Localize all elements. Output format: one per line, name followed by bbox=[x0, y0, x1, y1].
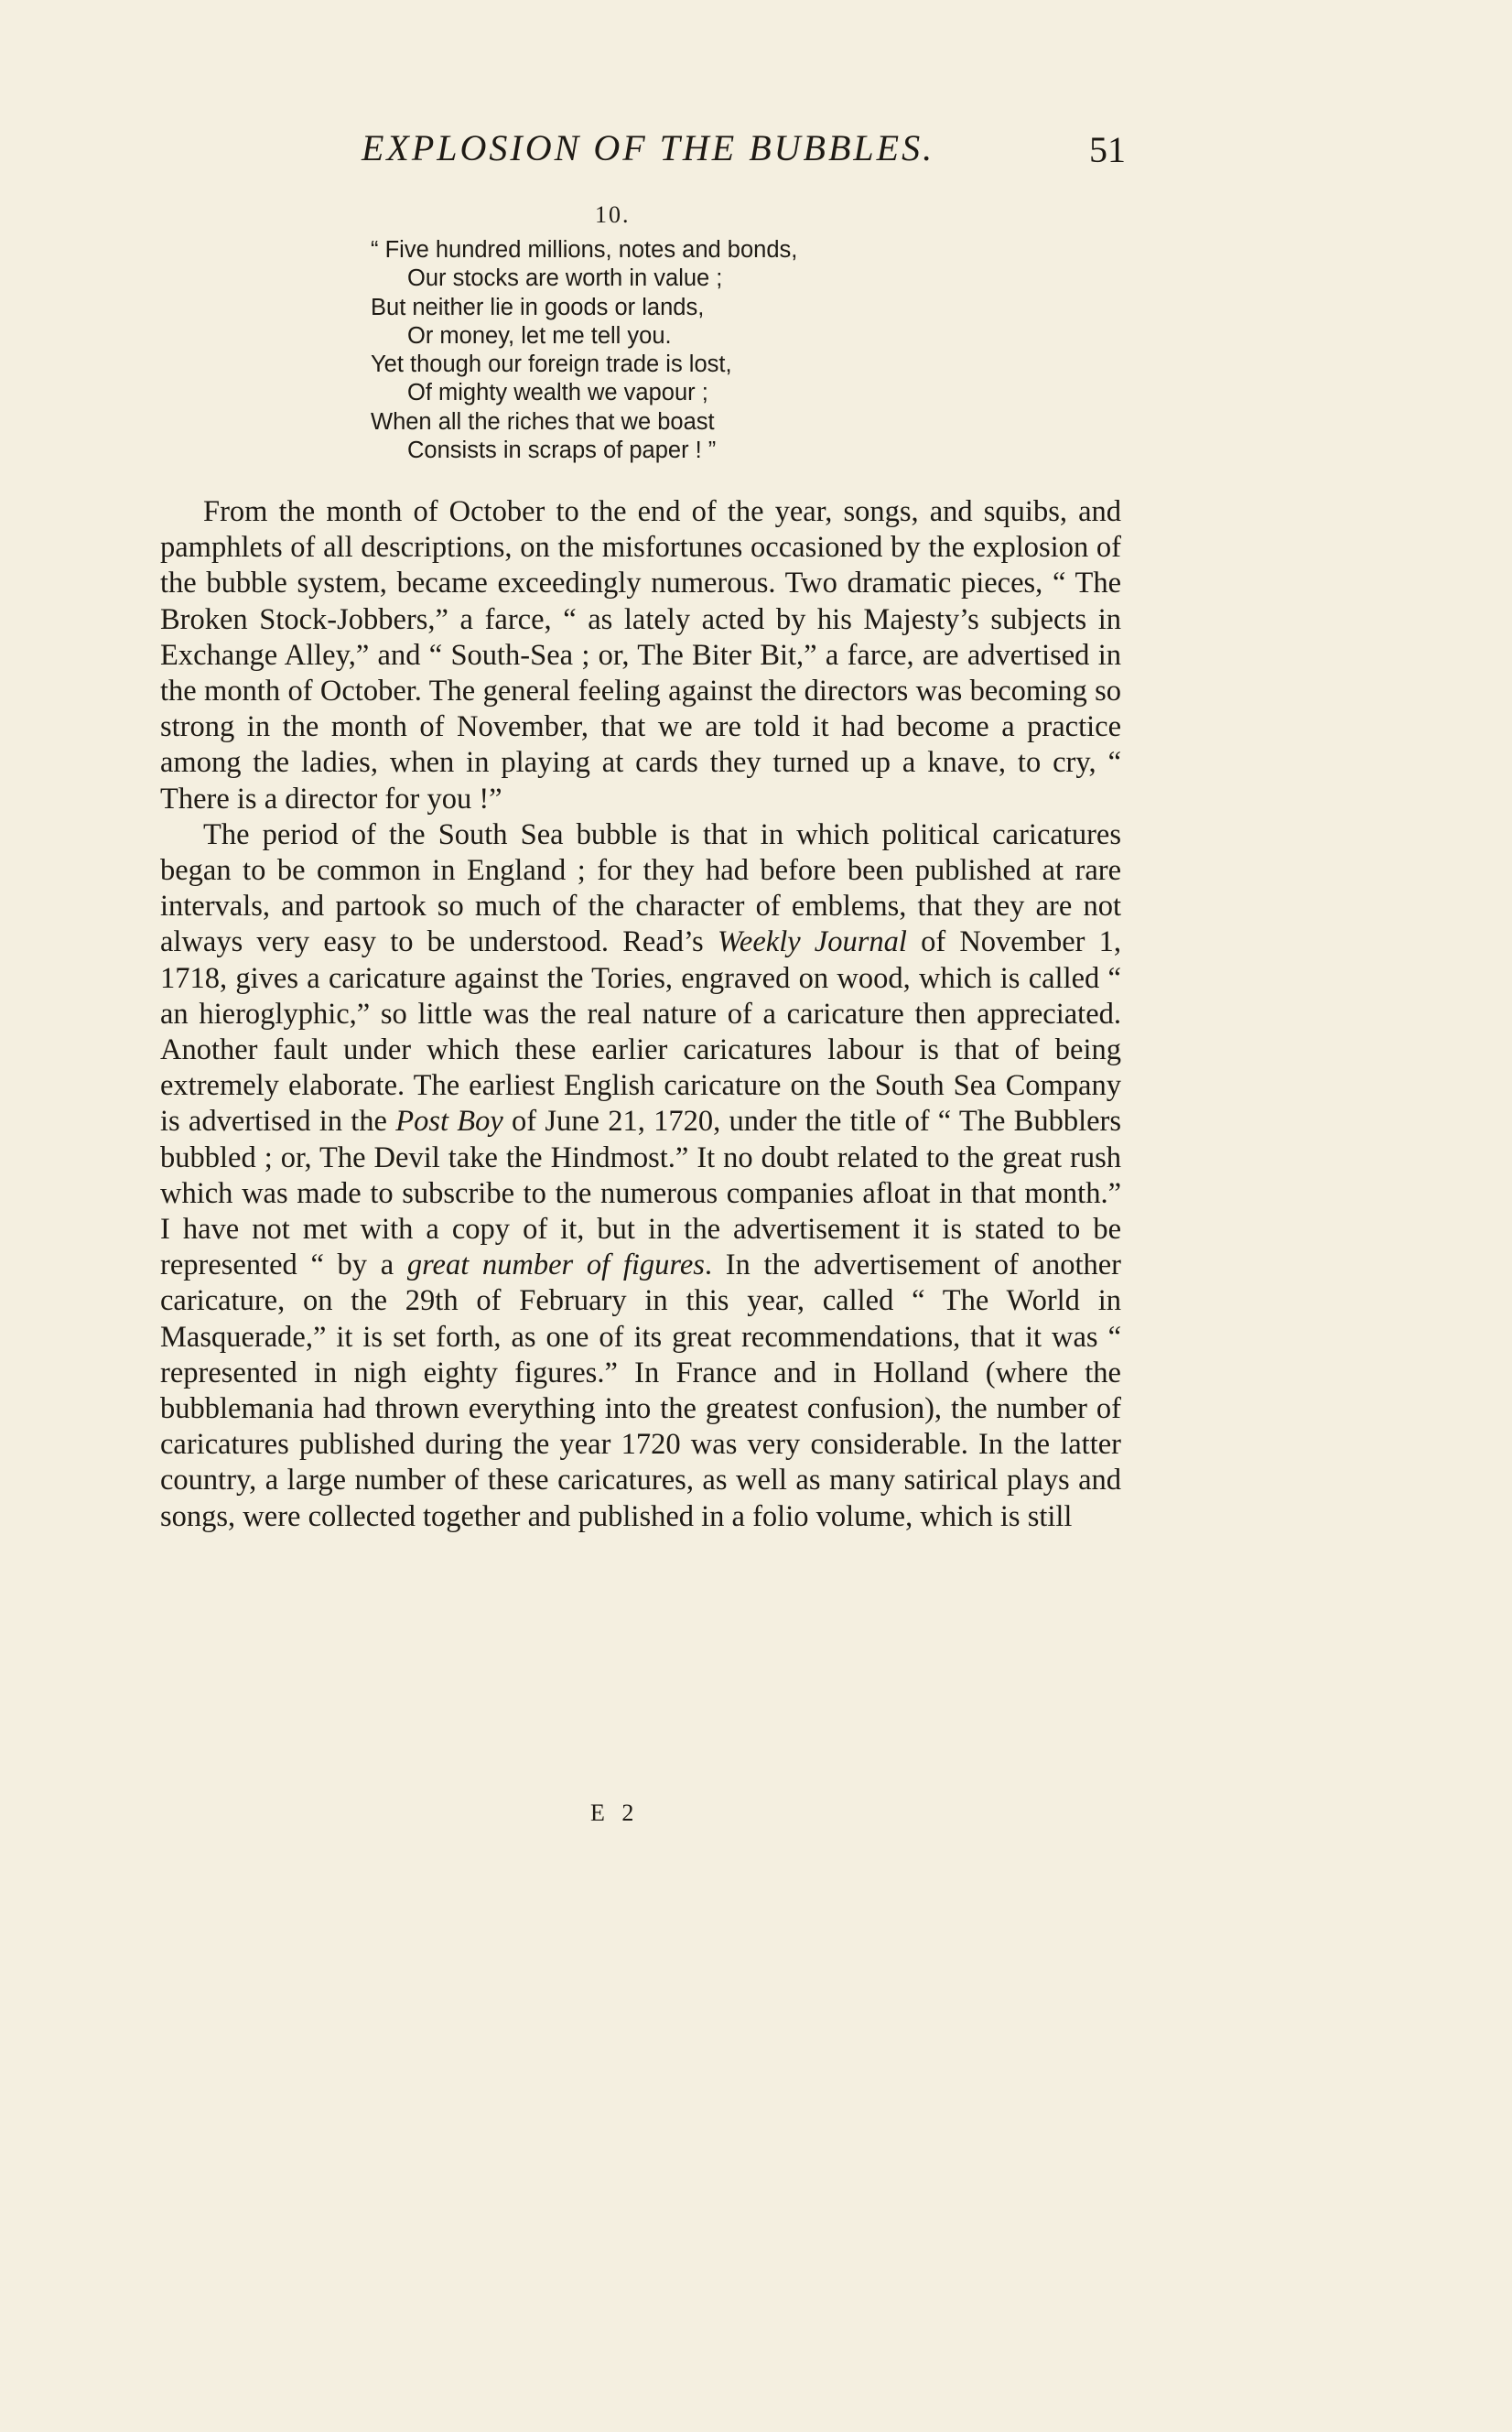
verse-line: Consists in scraps of paper ! ” bbox=[407, 438, 717, 464]
paragraph-2-text: of June 21, 1720, under the title of “ The Bubblers bubbled ; or, The Devil take the Hindmost.” It no doubt related to the great rush which was made to subscribe to the numerous companies afloat in that month.” I have not met with a copy of it, but in the advertisement it is stated to be represented “ by a bbox=[160, 1105, 1121, 1282]
verse-line: “ Five hundred millions, notes and bonds, bbox=[371, 237, 798, 263]
verse-line: Yet though our foreign trade is lost, bbox=[371, 351, 732, 378]
signature-mark: E 2 bbox=[590, 1800, 640, 1826]
paragraph-2-text: . In the advertisement of another caricature, on the 29th of February in this year, called “ The World in Masquerade,” it is set forth, as one of its great recommendations, that it was “ represented in nigh eighty figures.” In France and in Holland (where the bubblemania had thrown everything into the greatest confusion), the number of caricatures published during the year 1720 was very considerable. In the latter country, a large number of these caricatures, as well as many satirical plays and songs, were collected together and published in a folio volume, which is still bbox=[160, 1248, 1122, 1533]
page-number: 51 bbox=[1089, 129, 1126, 170]
verse-line: When all the riches that we boast bbox=[371, 408, 715, 435]
italic-title-post-boy: Post Boy bbox=[395, 1105, 503, 1139]
running-head bbox=[160, 126, 1130, 181]
stanza-number: 10. bbox=[595, 201, 631, 228]
verse-line: Or money, let me tell you. bbox=[407, 322, 672, 349]
paragraph-1: From the month of October to the end of the year, songs, and squibs, and pamphlets of all descriptions, on the misfortunes occasioned by the explosion of the bubble system, became exceedingly numerous. Two dramatic pieces, “ The Broken Stock-Jobbers,” a farce, “ as lately acted by his Majesty’s subjects in Exchange Alley,” and “ South-Sea ; or, The Biter Bit,” a farce, are advertised in the month of October. The general feeling against the directors was becoming so strong in the month of November, that we are told it had become a practice among the ladies, when in playing at cards they turned up a knave, to cry, “ There is a director for you !” bbox=[160, 495, 1121, 816]
body-text bbox=[160, 494, 1121, 1535]
paragraph-2-text: of November 1, 1718, gives a caricature against the Tories, engraved on wood, which is called “ an hieroglyphic,” so little was the real nature of a caricature then appreciated. Another fault under which these earlier caricatures labour is that of being extremely elaborate. The earliest English caricature on the South Sea Company is advertised in the bbox=[160, 925, 1122, 1139]
paragraph-2-text: The period of the South Sea bubble is that in which political caricatures began to be common in England ; for they had before been published at rare intervals, and partook so much of the character of emblems, that they are not always very easy to be understood. Read’s bbox=[160, 817, 1121, 959]
verse-line: Of mighty wealth we vapour ; bbox=[407, 380, 708, 406]
verse-block bbox=[371, 236, 938, 465]
italic-title-weekly-journal: Weekly Journal bbox=[717, 925, 907, 959]
italic-phrase-great-number: great number of figures bbox=[406, 1248, 705, 1282]
verse-line: Our stocks are worth in value ; bbox=[407, 265, 723, 292]
running-title: EXPLOSION OF THE BUBBLES. bbox=[362, 127, 935, 168]
paragraph-2 bbox=[160, 817, 1121, 1535]
verse-line: But neither lie in goods or lands, bbox=[371, 294, 705, 320]
